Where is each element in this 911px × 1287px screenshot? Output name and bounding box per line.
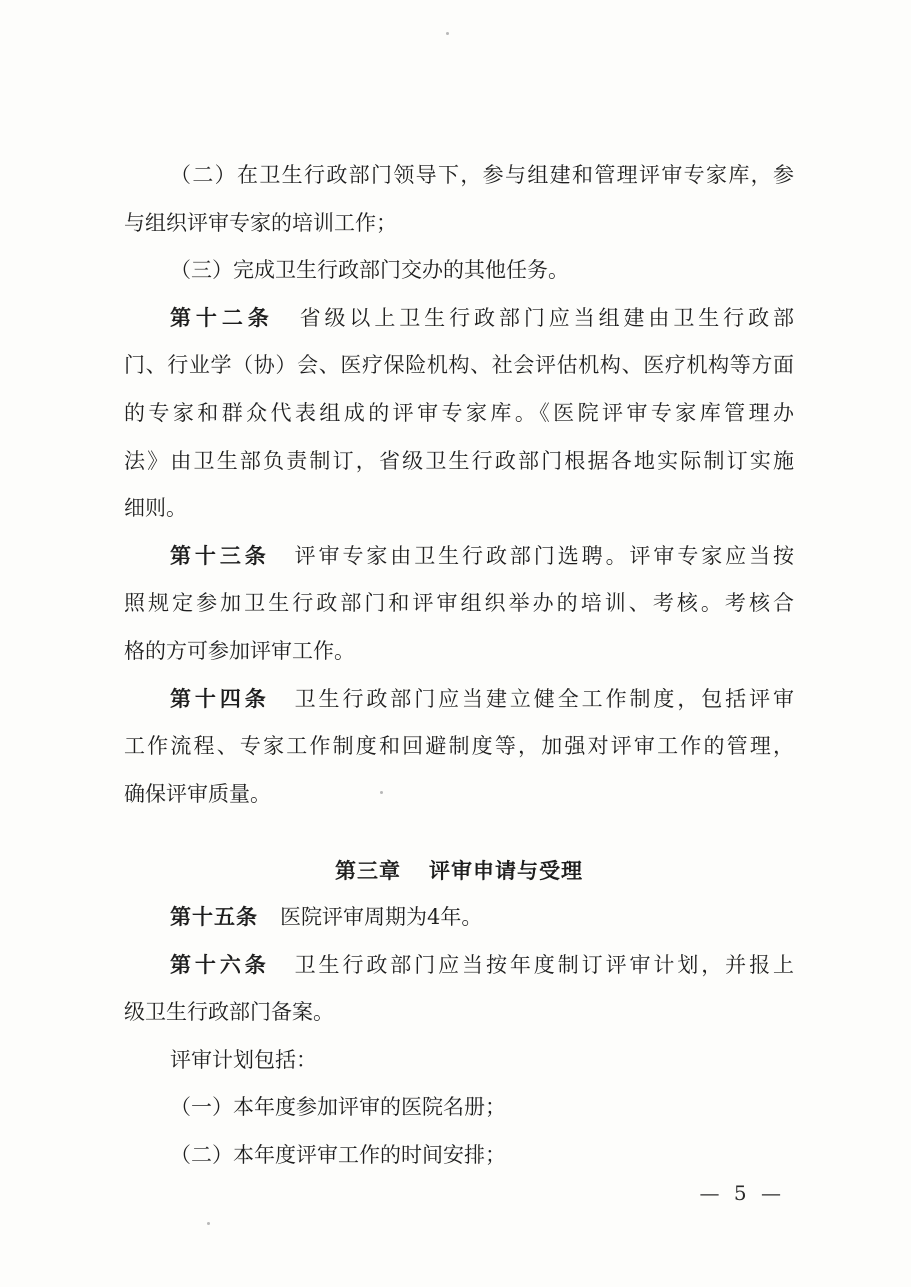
article-15 — [124, 894, 794, 942]
chapter-number: 第三章 — [335, 859, 401, 883]
text-line — [124, 295, 794, 343]
article-12 — [124, 295, 794, 533]
text-line: （三）完成卫生行政部门交办的其他任务。 — [170, 258, 569, 283]
plan-intro — [124, 1037, 794, 1085]
article-number: 第十四条 — [170, 686, 270, 711]
article-14 — [124, 676, 794, 819]
article-text: 省级以上卫生行政部门应当组建由卫生行政部 — [295, 305, 795, 330]
text-line: 细则。 — [124, 496, 187, 521]
text-line: 确保评审质量。 — [124, 781, 271, 806]
paragraph-item-two — [124, 152, 794, 247]
scan-speck — [446, 32, 449, 35]
article-16 — [124, 942, 794, 1037]
article-number: 第十三条 — [170, 543, 270, 568]
text-line: （二）在卫生行政部门领导下，参与组建和管理评审专家库，参 — [170, 163, 794, 187]
text-line: 门、行业学（协）会、医疗保险机构、社会评估机构、医疗机构等方面 — [124, 353, 794, 378]
page-number: — 5 — — [699, 1181, 785, 1205]
scan-speck — [207, 1222, 210, 1225]
body-text-upper — [124, 152, 794, 818]
article-text: 卫生行政部门应当建立健全工作制度，包括评审 — [291, 686, 795, 711]
article-number: 第十六条 — [170, 952, 270, 977]
text-line — [124, 894, 794, 942]
text-line: 的专家和群众代表组成的评审专家库。《医院评审专家库管理办 — [124, 400, 794, 425]
paragraph-item-three — [124, 247, 794, 295]
text-line: 照规定参加卫生行政部门和评审组织举办的培训、考核。考核合 — [124, 591, 794, 616]
text-line: （二）本年度评审工作的时间安排； — [170, 1142, 506, 1167]
scan-speck — [380, 791, 383, 794]
article-text: 医院评审周期为4年。 — [280, 905, 483, 929]
text-line — [124, 533, 794, 581]
text-line: 级卫生行政部门备案。 — [124, 1000, 334, 1025]
chapter-title: 评审申请与受理 — [429, 859, 583, 883]
plan-item-two — [124, 1132, 794, 1180]
body-text-lower — [124, 894, 794, 1180]
article-text: 卫生行政部门应当按年度制订评审计划，并报上 — [291, 952, 795, 977]
text-line: 工作流程、专家工作制度和回避制度等，加强对评审工作的管理， — [124, 734, 794, 759]
article-number: 第十二条 — [170, 305, 274, 330]
plan-item-one — [124, 1084, 794, 1132]
text-line: 评审计划包括： — [170, 1047, 317, 1072]
text-line — [124, 942, 794, 990]
text-line: （一）本年度参加评审的医院名册； — [170, 1095, 506, 1120]
article-text: 评审专家由卫生行政部门选聘。评审专家应当按 — [291, 543, 795, 568]
article-number: 第十五条 — [170, 905, 258, 929]
text-line: 与组织评审专家的培训工作； — [124, 210, 397, 235]
chapter-heading — [124, 848, 794, 896]
article-13 — [124, 533, 794, 676]
text-line: 格的方可参加评审工作。 — [124, 638, 355, 663]
text-line — [124, 676, 794, 724]
text-line: 法》由卫生部负责制订，省级卫生行政部门根据各地实际制订实施 — [124, 448, 794, 473]
